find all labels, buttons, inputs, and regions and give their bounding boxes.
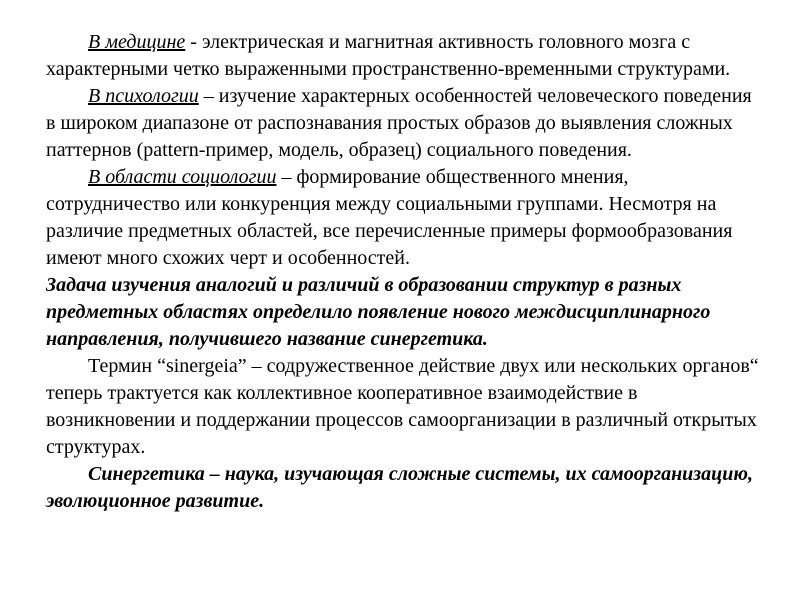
paragraph-term-sinergeia-text: Термин “sinergeia” – содружественное действие двух или нескольких органов“ теперь трактуется как коллективное кооперативное взаимодействие в возникновении и поддержании процессов самоорганизации в различный открытых структурах. [46, 355, 759, 458]
paragraph-medicine [46, 29, 764, 83]
paragraph-synergetics-definition [46, 461, 764, 515]
slide-text-block [46, 29, 764, 515]
paragraph-sociology [46, 164, 764, 272]
term-psychology: В психологии [88, 85, 199, 107]
term-medicine: В медицине [88, 31, 186, 53]
paragraph-sociology-text: – формирование общественного мнения, сотрудничество или конкуренция между социальными группами. Несмотря на различие предметных областей, все перечисленные примеры формообразования имеют много схожих черт и особенностей. [46, 166, 733, 269]
paragraph-task-synergetics-text: Задача изучения аналогий и различий в образовании структур в разных предметных областях определило появление нового междисциплинарного направления, получившего название синергетика. [46, 274, 711, 350]
paragraph-psychology [46, 83, 764, 164]
paragraph-medicine-text: - электрическая и магнитная активность головного мозга с характерными четко выраженными пространственно-временными структурами. [46, 31, 731, 80]
term-sociology: В области социологии [88, 166, 277, 188]
paragraph-term-sinergeia [46, 353, 764, 461]
paragraph-task-synergetics [46, 272, 764, 353]
paragraph-synergetics-definition-text: Синергетика – наука, изучающая сложные системы, их самоорганизацию, эволюционное развитие. [46, 463, 753, 512]
paragraph-psychology-text: – изучение характерных особенностей человеческого поведения в широком диапазоне от распознавания простых образов до выявления сложных паттернов (pattern-пример, модель, образец) социального поведения. [46, 85, 752, 161]
